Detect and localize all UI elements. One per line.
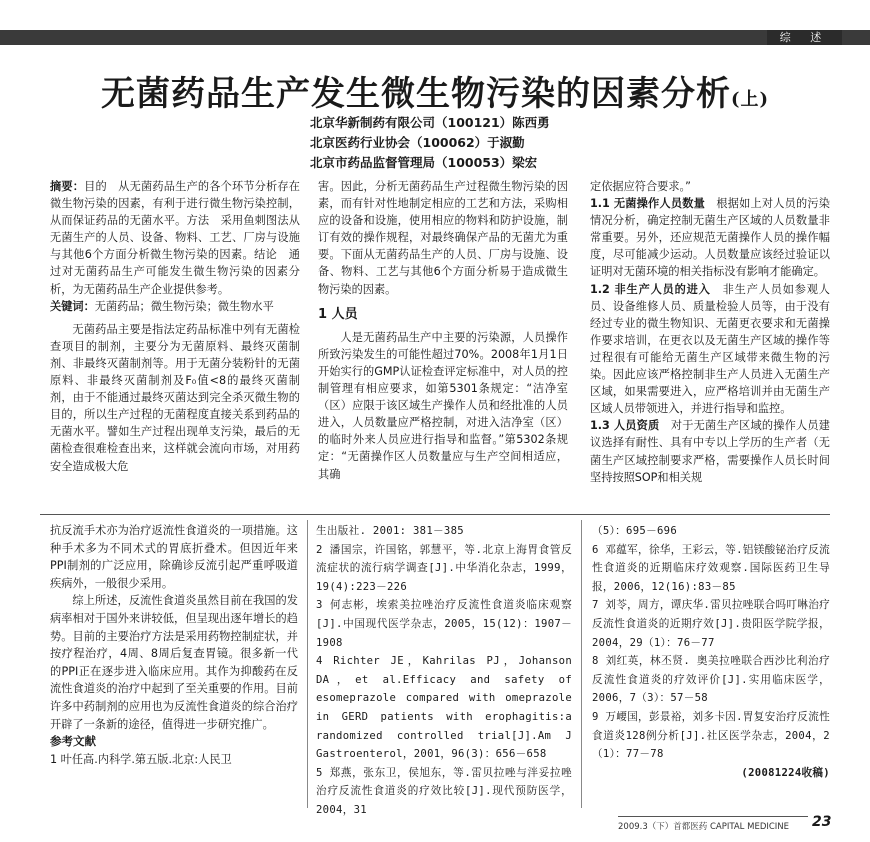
author-line: 北京市药品监督管理局（100053）梁宏 [310, 155, 538, 170]
subsection-heading: 1.1 无菌操作人员数量 [590, 197, 705, 211]
lower-column-2 [316, 522, 572, 820]
column-2 [318, 178, 568, 483]
keywords-text: 无菌药品；微生物污染；微生物水平 [94, 299, 274, 313]
subsection-text: 对于无菌生产区域的操作人员建议选择有耐性、具有中专以上学历的生产者（无菌生产区域控制要求严格，需要操作人员长时间坚持按照SOP和相关规 [590, 419, 830, 484]
subsection-heading: 1.2 非生产人员的进入 [590, 282, 711, 296]
reference-item: 4 Richter JE，Kahrilas PJ，Johanson DA，et al.Efficacy and safety of esomeprazole compared with omeprazole in GERD patients with erophagitis:a randomized controlled trial[J].Am J Gastroenterol，2001，96(3)：656－658 [316, 655, 572, 761]
footer-issue: 2009.3（下）首都医药 CAPITAL MEDICINE [618, 822, 790, 832]
reference-item: 生出版社. 2001: 381－385 [316, 525, 464, 537]
column-rule [581, 520, 582, 808]
reference-item: 8 刘红英，林丕贤. 奥美拉唑联合西沙比利治疗反流性食道炎的疗效评价[J].实用临床医学，2006，7（3）：57－58 [592, 655, 830, 705]
footer-rule [618, 816, 808, 817]
body-paragraph: 定依据应符合要求。” [590, 180, 691, 193]
reference-item: 7 刘苓，周方，谭庆华.雷贝拉唑联合吗叮啉治疗反流性食道炎的近期疗效[J].贵阳医学院学报，2004，29（1）：76－77 [592, 599, 830, 649]
column-3 [590, 178, 830, 486]
subsection-text: 非生产人员如参观人员、设备维修人员、质量检验人员等，由于没有经过专业的微生物知识、无菌更衣要求和无菌操作要求培训，在更衣以及无菌生产区域的操作等过程很有可能给无菌生产区域带来微生物的污染。因此应该严格控制非生产人员进入无菌生产区域，如果需要进入，应严格培训并由无菌生产区域人员带领进入，并进行指导和监控。 [590, 282, 830, 416]
abstract-label: 摘要： [50, 180, 85, 193]
body-paragraph: 抗反流手术亦为治疗返流性食道炎的一项措施。这种手术多为不同术式的胃底折叠术。但因近年来PPI制剂的广泛应用，除确诊反流引起严重呼吸道疾病外，一般很少采用。 [50, 524, 298, 590]
keywords-label: 关键词： [50, 299, 95, 313]
header-bar [0, 30, 870, 45]
section-heading: 1 人员 [318, 306, 358, 322]
article-title [0, 66, 870, 115]
received-date: (20081224收稿) [741, 766, 830, 779]
body-paragraph: 人是无菌药品生产中主要的污染源，人员操作所致污染发生的可能性超过70%。2008年1月1日开始实行的GMP认证检查评定标准中，对人员的控制管理有相应要求，如第5301条规定：“洁净室（区）应限于该区域生产操作人员和经批准的人员进入，人员数量应严格控制，对进入洁净室（区）的临时外来人员应进行指导和监督。”第5302条规定：“无菌操作区人员数量应与生产空间相适应，其确 [318, 330, 568, 481]
reference-item: 9 万崾国，彭景裕，刘多卡因.胃复安治疗反流性食道炎128例分析[J].社区医学杂志，2004，2（1）：77－78 [592, 710, 830, 761]
column-rule [307, 520, 308, 808]
page-number: 23 [812, 814, 832, 830]
reference-item: （5）：695－696 [592, 525, 678, 537]
reference-item: 5 郑燕，张东卫，侯旭东，等.雷贝拉唑与泮妥拉唑治疗反流性食道炎的疗效比较[J].现代预防医学，2004，31 [316, 766, 572, 816]
references-heading: 参考文献 [50, 734, 96, 749]
abstract-text: 目的 从无菌药品生产的各个环节分析存在微生物污染的因素，有利于进行微生物污染控制，从而保证药品的无菌水平。方法 采用鱼刺图法从无菌生产的人员、设备、物料、工艺、厂房与设施与其他6个方面分析微生物污染的因素。结论 通过对无菌药品生产可能发生微生物污染的因素分析，为无菌药品生产企业提供参考。 [50, 180, 300, 296]
reference-item: 1 叶任高.内科学.第五版.北京:人民卫 [50, 752, 232, 766]
reference-item: 3 何志彬，埃索美拉唑治疗反流性食道炎临床观察[J].中国现代医学杂志，2005，15(12)：1907－1908 [316, 599, 572, 649]
section-tag: 综 述 [767, 30, 842, 45]
lower-column-3 [592, 522, 830, 782]
body-paragraph: 综上所述，反流性食道炎虽然目前在我国的发病率相对于国外来讲较低，但呈现出逐年增长的趋势。目前的主要治疗方法是采用药物控制症状，并按疗程治疗，4周、8周后复查胃镜。很多新一代的PPI正在逐步进入临床应用。其作为抑酸药在反流性食道炎的治疗中起到了至关重要的作用。目前许多中药制剂的应用也为反流性食道炎的综合治疗开辟了一条新的途径，值得进一步研究推广。 [50, 594, 298, 731]
subsection-heading: 1.3 人员资质 [590, 419, 660, 433]
author-line: 北京医药行业协会（100062）于淑勤 [310, 135, 525, 150]
subsection-text: 根据如上对人员的污染情况分析，确定控制无菌生产区域的人员数量非常重要。另外，还应规范无菌操作人员的操作幅度，尽可能减少运动。人员数量应该经过验证以证明对无菌环境的相关指标没有影响才能确定。 [590, 197, 830, 279]
authors [310, 113, 730, 173]
title-main: 无菌药品生产发生微生物污染的因素分析 [100, 74, 731, 114]
lower-column-1 [50, 522, 298, 768]
title-sub: (上) [730, 89, 770, 110]
reference-item: 6 邓蕴军，徐华，王彩云，等.铝镁酸铋治疗反流性食道炎的近期临床疗效观察.国际医药卫生导报，2006，12(16):83－85 [592, 543, 830, 593]
body-paragraph: 无菌药品主要是指法定药品标准中列有无菌检查项目的制剂，主要分为无菌原料、最终灭菌制剂、非最终灭菌制剂等。用于无菌分装粉针的无菌原料、非最终灭菌制剂及F₀值<8的最终灭菌制剂，由于不能通过最终灭菌达到完全杀灭微生物的目的，所以生产过程的无菌程度直接关系到药品的无菌水平。譬如生产过程出现单支污染，最后的无菌检查很难检查出来，这样就会流向市场，对用药安全造成极大危 [50, 322, 300, 473]
divider [40, 514, 830, 515]
reference-item: 2 潘国宗，许国铭，郭慧平，等.北京上海胃食管反流症状的流行病学调查[J].中华消化杂志，1999，19(4):223－226 [316, 543, 572, 593]
body-paragraph: 害。因此，分析无菌药品生产过程微生物污染的因素，而有针对性地制定相应的工艺和方法，采购相应的设备和设施，使用相应的物料和防护设施，制订有效的操作规程，对最终确保产品的无菌尤为重要。下面从无菌药品生产的人员、厂房与设施、设备、物料、工艺与其他6个方面分析易于造成微生物污染的因素。 [318, 180, 568, 296]
author-line: 北京华新制药有限公司（100121）陈西勇 [310, 115, 550, 130]
column-1 [50, 178, 300, 475]
